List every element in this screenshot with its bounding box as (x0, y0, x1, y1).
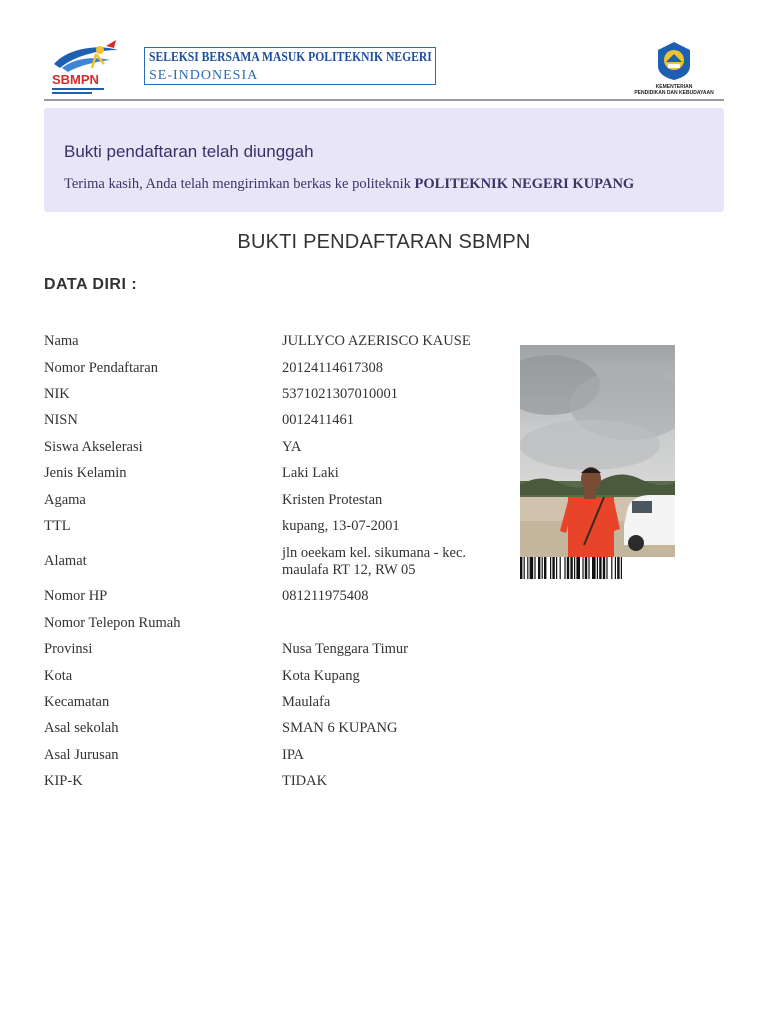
field-label: Agama (44, 492, 86, 508)
barcode-icon (520, 557, 694, 579)
page-header (44, 36, 724, 98)
field-label: Jenis Kelamin (44, 465, 127, 481)
field-label: Kota (44, 668, 73, 684)
alert-institution: POLITEKNIK NEGERI KUPANG (414, 176, 635, 192)
field-value: Nusa Tenggara Timur (282, 641, 408, 657)
field-value: jln oeekam kel. sikumana - kec. maulafa RT 12, RW 05 (282, 545, 467, 578)
program-title-box (144, 47, 436, 85)
field-value: 5371021307010001 (282, 386, 398, 402)
header-divider (44, 99, 724, 101)
field-value: kupang, 13-07-2001 (282, 518, 400, 534)
field-value: JULLYCO AZERISCO KAUSE (282, 333, 471, 349)
ministry-logo (624, 40, 724, 98)
alert-message: Terima kasih, Anda telah mengirimkan berkas ke politeknik POLITEKNIK NEGERI KUPANG (64, 176, 635, 192)
logo-text: SBMPN (52, 72, 99, 87)
field-value: Kota Kupang (282, 668, 360, 684)
document-title: BUKTI PENDAFTARAN SBMPN (237, 231, 531, 253)
field-value: SMAN 6 KUPANG (282, 720, 398, 736)
student-photo (520, 345, 675, 557)
field-value: 20124114617308 (282, 360, 383, 376)
field-value: 0012411461 (282, 412, 354, 428)
field-value: 081211975408 (282, 588, 369, 604)
field-label: TTL (44, 518, 71, 534)
field-value: IPA (282, 747, 305, 763)
alert-title: Bukti pendaftaran telah diunggah (64, 142, 314, 161)
field-label: Nomor HP (44, 588, 108, 604)
field-label: Asal Jurusan (44, 747, 119, 763)
field-value: YA (282, 439, 302, 455)
program-subtitle: SE-INDONESIA (149, 68, 259, 83)
field-value: Laki Laki (282, 465, 339, 481)
sbmpn-logo (48, 38, 128, 98)
field-label: Kecamatan (44, 694, 110, 710)
ministry-name: KEMENTERIAN PENDIDIKAN DAN KEBUDAYAAN (634, 84, 714, 96)
field-label: Alamat (44, 553, 87, 569)
field-label: Asal sekolah (44, 720, 119, 736)
field-label: NIK (44, 386, 70, 402)
field-value: TIDAK (282, 773, 328, 789)
field-label: Provinsi (44, 641, 93, 657)
field-label: Nomor Telepon Rumah (44, 615, 181, 631)
upload-success-alert (44, 108, 724, 212)
field-label: Nomor Pendaftaran (44, 360, 158, 376)
program-title: SELEKSI BERSAMA MASUK POLITEKNIK NEGERI (149, 50, 432, 65)
field-label: KIP-K (44, 773, 83, 789)
field-label: Nama (44, 333, 79, 349)
field-value: Kristen Protestan (282, 492, 383, 508)
field-label: Siswa Akselerasi (44, 439, 143, 455)
field-value: Maulafa (282, 694, 331, 710)
tut-wuri-handayani-icon (654, 40, 694, 82)
field-label: NISN (44, 412, 78, 428)
section-title: DATA DIRI : (44, 276, 138, 293)
